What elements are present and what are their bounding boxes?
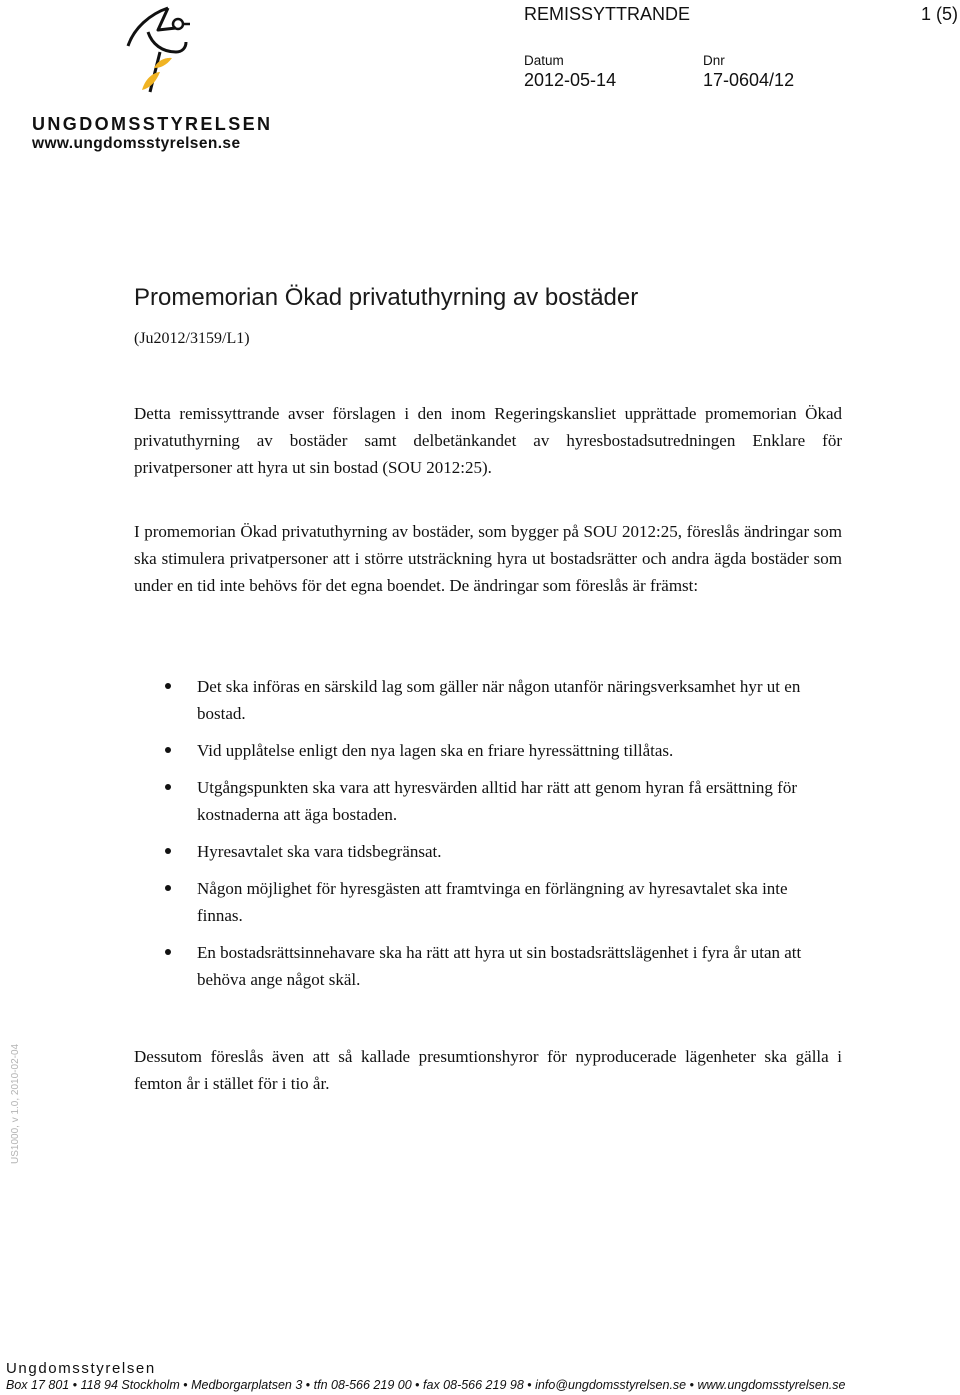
list-item — [134, 774, 834, 828]
bullet-icon — [165, 683, 171, 689]
summary-paragraph: I promemorian Ökad privatuthyrning av bostäder, som bygger på SOU 2012:25, föreslås ändringar som ska stimulera privatpersoner att i större utsträckning hyra ut bostadsrätter och andra ägda bostäder som under en tid inte behövs för det egna boendet. De ändringar som föreslås är främst: — [134, 522, 842, 595]
bullet-icon — [165, 949, 171, 955]
list-item-text: En bostadsrättsinnehavare ska ha rätt att hyra ut sin bostadsrättslägenhet i fyra år utan att behöva ange något skäl. — [197, 943, 802, 989]
footer-fax: fax 08-566 219 98 — [423, 1378, 524, 1392]
intro-paragraph: Detta remissyttrande avser förslagen i den inom Regeringskansliet upprättade promemorian Ökad privatuthyrning av bostäder samt delbetänkandet av hyresbostadsutredningen Enklare för privatpersoner att hyra ut sin bostad (SOU 2012:25). — [134, 404, 842, 477]
page-title: Promemorian Ökad privatuthyrning av bostäder — [134, 284, 639, 311]
bullet-icon — [165, 848, 171, 854]
list-item-text: Någon möjlighet för hyresgästen att framtvinga en förlängning av hyresavtalet ska inte finnas. — [197, 879, 788, 925]
footer-organization-name: Ungdomsstyrelsen — [6, 1360, 156, 1377]
bullet-icon — [165, 784, 171, 790]
closing-paragraph: Dessutom föreslås även att så kallade presumtionshyror för nyproducerade lägenheter ska gälla i femton år i stället för i tio år. — [134, 1047, 842, 1093]
footer-street: Medborgarplatsen 3 — [191, 1378, 303, 1392]
date-label: Datum — [524, 53, 564, 68]
separator-dot-icon: • — [183, 1378, 188, 1392]
dnr-value: 17-0604/12 — [703, 70, 795, 90]
date-value: 2012-05-14 — [524, 70, 617, 90]
dnr-label: Dnr — [703, 53, 725, 68]
list-item — [134, 838, 834, 865]
bullet-icon — [165, 885, 171, 891]
list-item-text: Det ska införas en särskild lag som gäller när någon utanför näringsverksamhet hyr ut en bostad. — [197, 677, 801, 723]
bird-logo-icon — [120, 2, 216, 98]
organization-name: UNGDOMSSTYRELSEN — [32, 114, 273, 134]
footer-website: www.ungdomsstyrelsen.se — [697, 1378, 846, 1392]
separator-dot-icon: • — [72, 1378, 78, 1392]
version-stamp: US1000, v 1.0, 2010-02-04 — [10, 1043, 21, 1164]
list-item — [134, 875, 834, 929]
proposal-list — [134, 673, 834, 1003]
footer-phone: tfn 08-566 219 00 — [313, 1378, 412, 1392]
list-item-text: Utgångspunkten ska vara att hyresvärden alltid har rätt att genom hyran få ersättning för kostnaderna att äga bostaden. — [197, 778, 797, 824]
list-item — [134, 737, 834, 764]
list-item — [134, 939, 834, 993]
list-item-text: Vid upplåtelse enligt den nya lagen ska en friare hyressättning tillåtas. — [197, 741, 674, 760]
footer-email: info@ungdomsstyrelsen.se — [535, 1378, 687, 1392]
separator-dot-icon: • — [415, 1378, 420, 1392]
document-type: REMISSYTTRANDE — [524, 4, 691, 24]
footer-address — [6, 1378, 845, 1392]
separator-dot-icon: • — [305, 1378, 311, 1392]
organization-logo — [32, 0, 292, 160]
reference-number: (Ju2012/3159/L1) — [134, 330, 250, 347]
list-item — [134, 673, 834, 727]
separator-dot-icon: • — [689, 1378, 694, 1392]
list-item-text: Hyresavtalet ska vara tidsbegränsat. — [197, 842, 442, 861]
page-number: 1 (5) — [920, 4, 958, 24]
separator-dot-icon: • — [527, 1378, 532, 1392]
bullet-icon — [165, 747, 171, 753]
footer-box: Box 17 801 — [6, 1378, 70, 1392]
organization-url: www.ungdomsstyrelsen.se — [32, 135, 241, 152]
footer-postal: 118 94 Stockholm — [80, 1378, 180, 1392]
